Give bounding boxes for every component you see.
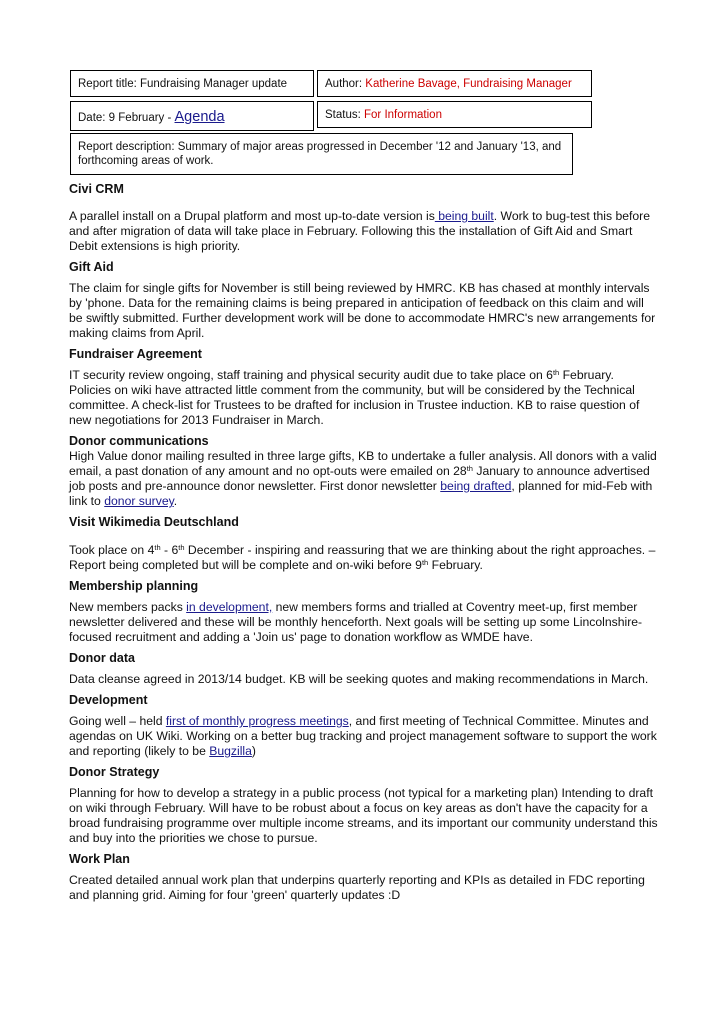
section-donor-data (69, 650, 659, 687)
superscript: th (552, 368, 560, 377)
text-run: new members forms and trialled at Coventry meet-up, first member newsletter delivered and these will be monthly henceforth. Next goals will be setting up some Lincolnshire-focused recruitment and adding a 'Join us' page to donation workflow as WMDE have. (69, 600, 643, 644)
text-run: February. Policies on wiki have attracted little comment from the community, but will be considered by the Technical committee. A check-list for Trustees to be drafted for inclusion in Trustee induction. KB to raise question of new negotiations for 2013 Fundraiser in March. (69, 368, 640, 427)
report-description: Report description: Summary of major areas progressed in December '12 and January '13, and forthcoming areas of work. (78, 141, 562, 167)
section-donor-strategy (69, 764, 659, 846)
section-heading: Donor Strategy (69, 765, 160, 779)
report-title-box (70, 70, 314, 97)
text-run: . Work to bug-test this before and after migration of data will take place in February. Following this the installation of Gift Aid and Smart Debit extensions is high priority. (69, 209, 651, 253)
section-text (69, 209, 659, 254)
section-text (69, 543, 659, 573)
bugzilla-link[interactable]: Bugzilla (209, 744, 252, 758)
progress-meetings-link[interactable]: first of monthly progress meetings (165, 714, 349, 728)
superscript: th (154, 543, 161, 552)
text-run: ) (251, 744, 256, 758)
report-body (69, 181, 659, 903)
text-run: IT security review ongoing, staff training and physical security audit due to take place on 6 (69, 368, 553, 382)
section-text (69, 368, 659, 428)
donor-survey-link[interactable]: donor survey (104, 494, 174, 508)
section-civi-crm (69, 181, 659, 254)
section-heading: Donor communications (69, 434, 209, 448)
section-heading: Development (69, 693, 148, 707)
superscript: th (178, 543, 185, 552)
text-run: High Value donor mailing resulted in three large gifts, KB to undertake a fuller analysis. All donors with a valid email, a past donation of any amount and no opt-outs were emailed on 28 (69, 449, 657, 478)
section-work-plan (69, 851, 659, 903)
text-run: Took place on 4 (69, 543, 155, 557)
author-box (317, 70, 592, 97)
report-title: Report title: Fundraising Manager update (78, 78, 288, 90)
section-membership-planning (69, 578, 659, 645)
section-heading: Donor data (69, 651, 135, 665)
status-value: For Information (364, 109, 442, 121)
section-heading: Gift Aid (69, 260, 114, 274)
section-heading: Civi CRM (69, 182, 124, 196)
section-text (69, 714, 659, 759)
section-text: Created detailed annual work plan that underpins quarterly reporting and KPIs as detailed in FDC reporting and planning grid. Aiming for four 'green' quarterly updates :D (69, 873, 645, 902)
text-run: - 6 (160, 543, 179, 557)
section-heading: Work Plan (69, 852, 130, 866)
text-run: January to announce advertised job posts and pre-announce donor newsletter. First donor newsletter (69, 464, 650, 493)
text-run: , planned for mid-Feb with link to (69, 479, 653, 508)
being-built-link[interactable]: being built (434, 209, 494, 223)
text-run: . (173, 494, 178, 508)
section-heading: Visit Wikimedia Deutschland (69, 515, 239, 529)
status-box (317, 101, 592, 128)
section-gift-aid (69, 259, 659, 341)
section-heading: Fundraiser Agreement (69, 347, 202, 361)
text-run: December - inspiring and reassuring that we are thinking about the right approaches. – Report being completed but will be complete and on-wiki before 9 (69, 543, 656, 572)
section-text: Planning for how to develop a strategy in a public process (not typical for a marketing plan) Intending to draft on wiki through February. Will have to be robust about a focus on key areas as don't have the capacity for a broad fundraising programme over multiple income streams, and its important our community understand this and buy into the priorities we chose to pursue. (69, 786, 658, 845)
text-run: , and first meeting of Technical Committee. Minutes and agendas on UK Wiki. Working on a better bug tracking and project management software to support the work and reporting (likely to be (69, 714, 657, 758)
text-run: New members packs (69, 600, 187, 614)
section-development (69, 692, 659, 759)
in-development-link[interactable]: in development, (186, 600, 273, 614)
text-run: A parallel install on a Drupal platform and most up-to-date version is (69, 209, 435, 223)
section-text: The claim for single gifts for November is still being reviewed by HMRC. KB has chased at monthly intervals by 'phone. Data for the remaining claims is being prepared in anticipation of feedback on this claim and will be swiftly submitted. Further development work will be done to accommodate HMRC's new arrangements for making claims from April. (69, 281, 656, 340)
section-fundraiser-agreement (69, 346, 659, 428)
section-text (69, 600, 659, 645)
agenda-link[interactable]: Agenda (174, 109, 225, 125)
section-donor-communications (69, 433, 659, 509)
section-visit-wmde (69, 514, 659, 573)
superscript: th (421, 558, 429, 567)
date-box (70, 101, 314, 131)
being-drafted-link[interactable]: being drafted (440, 479, 512, 493)
author-value: Katherine Bavage, Fundraising Manager (365, 78, 572, 90)
author-label: Author: (325, 78, 366, 90)
section-text: Data cleanse agreed in 2013/14 budget. KB will be seeking quotes and making recommendations in March. (69, 672, 649, 686)
text-run: Going well – held (69, 714, 166, 728)
section-heading: Membership planning (69, 579, 199, 593)
status-label: Status: (325, 109, 364, 121)
superscript: th (466, 464, 473, 473)
section-text (69, 449, 659, 509)
date-label: Date: 9 February - (78, 112, 175, 124)
description-box (70, 133, 573, 175)
text-run: February. (428, 558, 483, 572)
